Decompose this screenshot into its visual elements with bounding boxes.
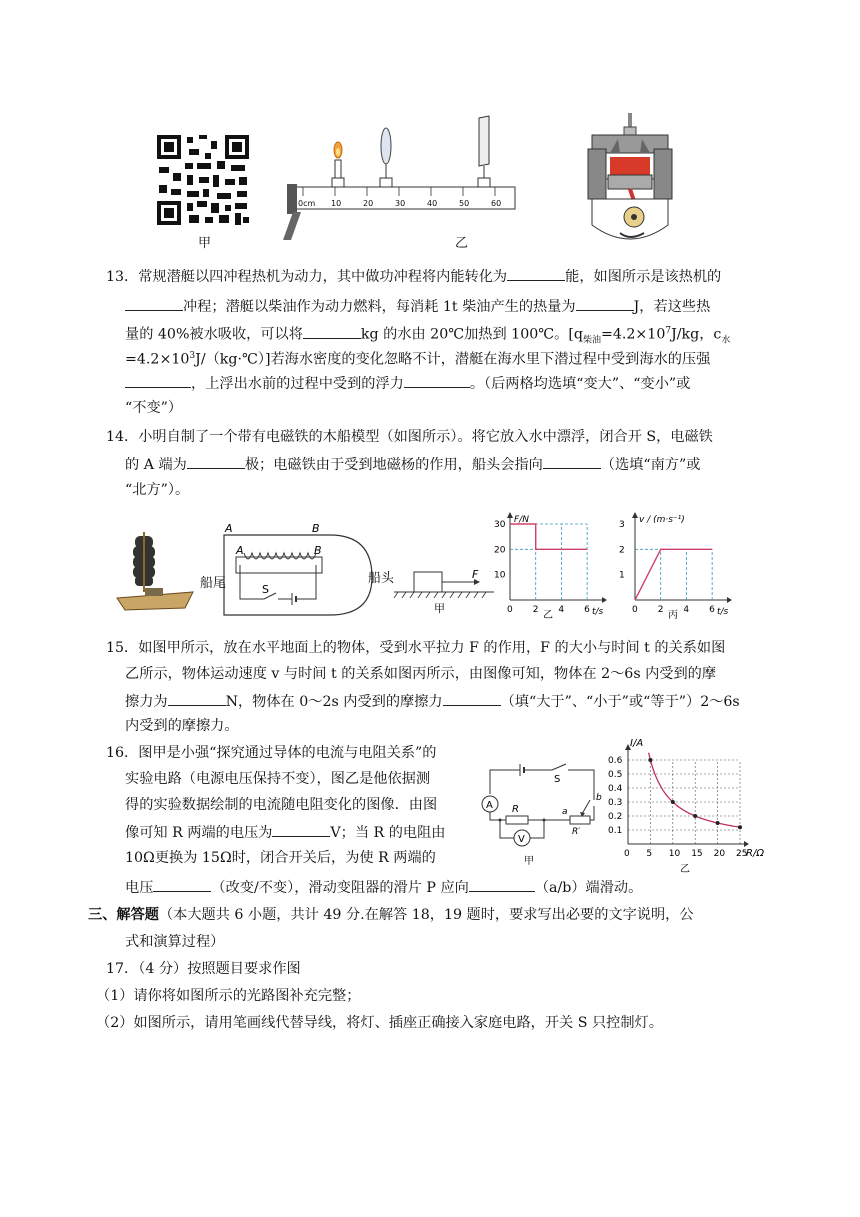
label-voltmeter: V [518, 834, 525, 845]
q16-line-3: 得的实验数据绘制的电流随电阻变化的图像．由图 [125, 797, 438, 813]
q13-sup-7: 7 [665, 326, 672, 336]
label-b-end: b [596, 793, 602, 803]
q16-line-1: 16．图甲是小强“探究通过导体的电流与电阻关系”的 [106, 745, 437, 761]
q15-line-3 [125, 690, 740, 712]
q15-blank-compare[interactable] [443, 690, 501, 706]
q13-blank-energy[interactable] [507, 265, 565, 281]
ir-ytick-0.5: 0.5 [608, 770, 623, 780]
ir-chart-title: 乙 [680, 864, 690, 875]
label-jia-block: 甲 [434, 602, 445, 615]
q13-text-3d: J/kg，c [671, 326, 722, 343]
current-resistance-chart [604, 732, 768, 882]
ir-ytick-0.2: 0.2 [608, 812, 623, 822]
ft-ytick-10: 10 [494, 570, 506, 581]
ir-ytick-0.4: 0.4 [608, 784, 623, 794]
ft-xtick-6: 6 [584, 605, 590, 615]
optical-bench-figure [283, 112, 519, 240]
q13-text-2b: 冲程；潜艇以柴油作为动力燃料，每消耗 1t 柴油产生的热量为 [183, 299, 576, 315]
vt-chart-title: 丙 [668, 610, 678, 620]
q13-text-1: 13．常规潜艇以四冲程热机为动力，其中做功冲程将内能转化为 [106, 269, 508, 285]
ir-xtick-10: 10 [668, 849, 681, 859]
q14-text-2: 的 A 端为 [125, 457, 187, 473]
q13-line-2 [125, 295, 710, 317]
ruler-tick-20: 20 [363, 199, 374, 208]
q16-line-2: 实验电路（电源电压保持不变），图乙是他依据测 [125, 771, 431, 787]
vt-ytick-3: 3 [619, 520, 625, 530]
ir-point-20 [716, 821, 720, 825]
q17-line-2: （1）请你将如图所示的光路图补充完整； [96, 988, 361, 1004]
vt-ytick-2: 2 [619, 545, 625, 556]
ir-point-5 [648, 758, 652, 762]
ir-y-label: I/A [630, 738, 644, 749]
label-switch-s: S [262, 583, 269, 596]
q16-blank-change[interactable] [153, 876, 211, 892]
label-force-f: F [472, 568, 479, 581]
force-time-chart [490, 510, 608, 620]
experiment-circuit-diagram [476, 760, 606, 870]
q15-text-3b: N，物体在 0～2s 内受到的摩擦力 [225, 694, 443, 710]
q17-line-1: 17．（4 分）按照题目要求作图 [106, 961, 301, 977]
ir-xtick-15: 15 [691, 849, 703, 859]
q13-blank-pressure[interactable] [125, 372, 191, 388]
section-3-heading: 三、解答题 [88, 907, 159, 923]
q15-line-4: 内受到的摩擦力。 [125, 718, 239, 734]
q13-text-3c: =4.2×10 [600, 326, 666, 343]
q16-text-4: 像可知 R 两端的电压为 [125, 825, 273, 841]
q13-line-5 [125, 372, 690, 394]
label-a-end: a [562, 807, 568, 817]
q14-blank-pole[interactable] [187, 453, 245, 469]
ft-series-line [510, 524, 587, 549]
q15-line-2: 乙所示，物体运动速度 v 与时间 t 的关系如图丙所示，由图像可知，物体在 2～6s 内受到的摩 [125, 666, 717, 682]
q13-blank-stroke[interactable] [125, 295, 183, 311]
q15-text-3: 擦力为 [125, 694, 168, 710]
label-switch-s16: S [554, 774, 561, 785]
label-b-coil: B [314, 544, 322, 557]
q15-line-1: 15．如图甲所示，放在水平地面上的物体，受到水平拉力 F 的作用，F 的大小与时间 t 的关系如图 [106, 640, 726, 656]
section-3-line-1 [88, 905, 694, 925]
label-b-top: B [312, 523, 320, 535]
ruler-tick-50: 50 [459, 199, 470, 208]
label-jia-circuit: 甲 [524, 856, 534, 867]
q16-text-4b: V；当 R 的电阻由 [330, 825, 446, 841]
ruler-tick-40: 40 [427, 199, 438, 208]
vt-x-label: t/s [717, 607, 729, 617]
q14-blank-direction[interactable] [543, 453, 601, 469]
q13-text-2c: J，若这些热 [633, 299, 711, 315]
vt-y-label: v / (m·s⁻¹) [639, 515, 685, 525]
q15-blank-friction[interactable] [168, 690, 226, 706]
ir-xtick-20: 20 [713, 849, 726, 859]
q13-text-3: 量的 40%被水吸收，可以将 [125, 326, 303, 343]
label-bow: 船头 [368, 571, 395, 586]
q16-blank-voltage[interactable] [272, 821, 330, 837]
q16-line-4 [125, 821, 445, 843]
ir-point-10 [671, 800, 675, 804]
ruler-tick-30: 30 [395, 199, 406, 208]
q13-text-5b: ，上浮出水前的过程中受到的浮力 [191, 376, 404, 392]
q13-text-4: =4.2×10 [125, 351, 190, 368]
q14-line-3: “北方”）。 [125, 482, 190, 498]
vt-ytick-1: 1 [619, 570, 625, 581]
ir-point-25 [738, 825, 742, 829]
ft-xtick-0: 0 [507, 605, 513, 615]
q16-blank-direction[interactable] [469, 876, 535, 892]
ruler-tick-60: 60 [491, 199, 502, 208]
q14-text-2c: （选填“南方”或 [600, 457, 701, 473]
label-stern: 船尾 [200, 576, 227, 591]
ir-x-label: R/Ω [746, 848, 764, 859]
q14-text-2b: 极；电磁铁由于受到地磁杨的作用，船头会指向 [244, 457, 543, 473]
q13-line-1 [106, 265, 721, 287]
figure-label-yi-top: 乙 [455, 236, 469, 251]
vt-xtick-6: 6 [709, 605, 715, 615]
ir-xtick-5: 5 [646, 849, 653, 859]
q13-text-5c: 。（后两格均选填“变大”、“变小”或 [469, 376, 691, 392]
ruler-tick-0: 0cm [298, 199, 316, 208]
q17-line-3: （2）如图所示，请用笔画线代替导线，将灯、插座正确接入家庭电路，开关 S 只控制灯。 [96, 1015, 663, 1031]
ft-x-label: t/s [592, 607, 604, 617]
ft-xtick-4: 4 [558, 605, 565, 615]
q13-text-3b: kg 的水由 20℃加热到 100℃。[q [360, 326, 583, 343]
boat-model-photo [115, 532, 195, 614]
vt-series-line [635, 549, 712, 600]
q13-sub-diesel: 柴油 [582, 335, 601, 346]
q13-blank-buoyancy[interactable] [404, 372, 470, 388]
q13-blank-heat[interactable] [576, 295, 634, 311]
label-resistor-r: R [512, 804, 519, 815]
q13-sup-3: 3 [189, 351, 196, 361]
ruler-tick-10: 10 [331, 199, 342, 208]
vt-xtick-2: 2 [657, 605, 664, 615]
ir-ytick-0.6: 0.6 [608, 756, 623, 766]
velocity-time-chart [615, 510, 735, 620]
ft-ytick-20: 20 [494, 545, 506, 556]
section-3-text-1: （本大题共 6 小题，共计 49 分.在解答 18，19 题时，要求写出必要的文字说明，公 [158, 907, 694, 923]
label-ammeter: A [486, 800, 493, 811]
q13-line-6: “不变”） [125, 400, 183, 416]
label-rheostat: R′ [572, 827, 581, 837]
q16-line-5: 10Ω更换为 15Ω时，闭合开关后，为使 R 两端的 [125, 850, 436, 866]
q13-text-4b: J/（kg·℃）]若海水密度的变化忽略不计，潜艇在海水里下潜过程中受到海水的压强 [195, 351, 711, 368]
engine-cylinder-figure [586, 113, 674, 249]
q13-text-1b: 能，如图所示是该热机的 [565, 269, 722, 285]
q16-text-6b: （改变/不变），滑动变阻器的滑片 P 应向 [211, 880, 469, 896]
label-a-top: A [225, 523, 233, 535]
ir-ytick-0.1: 0.1 [608, 826, 623, 836]
ir-xtick-25: 25 [736, 849, 748, 859]
q16-text-6: 电压 [125, 880, 154, 896]
q14-line-2 [125, 453, 700, 475]
vt-xtick-0: 0 [632, 605, 638, 615]
ft-y-label: F/N [514, 515, 529, 525]
ir-xtick-0: 0 [624, 849, 630, 859]
q14-line-1: 14．小明自制了一个带有电磁铁的木船模型（如图所示）。将它放入水中漂浮，闭合开 S，电磁铁 [106, 429, 713, 445]
block-force-diagram [390, 566, 498, 618]
ft-ytick-30: 30 [494, 520, 506, 530]
qr-code-image [155, 133, 251, 227]
electromagnet-boat-diagram [200, 523, 390, 623]
figure-label-jia-top: 甲 [198, 236, 212, 251]
q13-sub-water: 水 [721, 335, 731, 346]
q15-text-3c: （填“大于”、“小于”或“等于”）2～6s [500, 694, 740, 710]
q13-line-4 [125, 346, 710, 370]
ft-chart-title: 乙 [543, 610, 553, 620]
ir-ytick-0.3: 0.3 [608, 798, 623, 808]
q13-blank-mass[interactable] [303, 323, 361, 339]
section-3-line-2: 式和演算过程） [125, 934, 225, 950]
label-a-coil: A [236, 544, 244, 557]
ir-point-15 [693, 814, 697, 818]
ft-xtick-2: 2 [532, 605, 539, 615]
q16-text-6c: （a/b）端滑动。 [534, 880, 643, 896]
vt-xtick-4: 4 [683, 605, 690, 615]
q16-line-6 [125, 876, 642, 898]
